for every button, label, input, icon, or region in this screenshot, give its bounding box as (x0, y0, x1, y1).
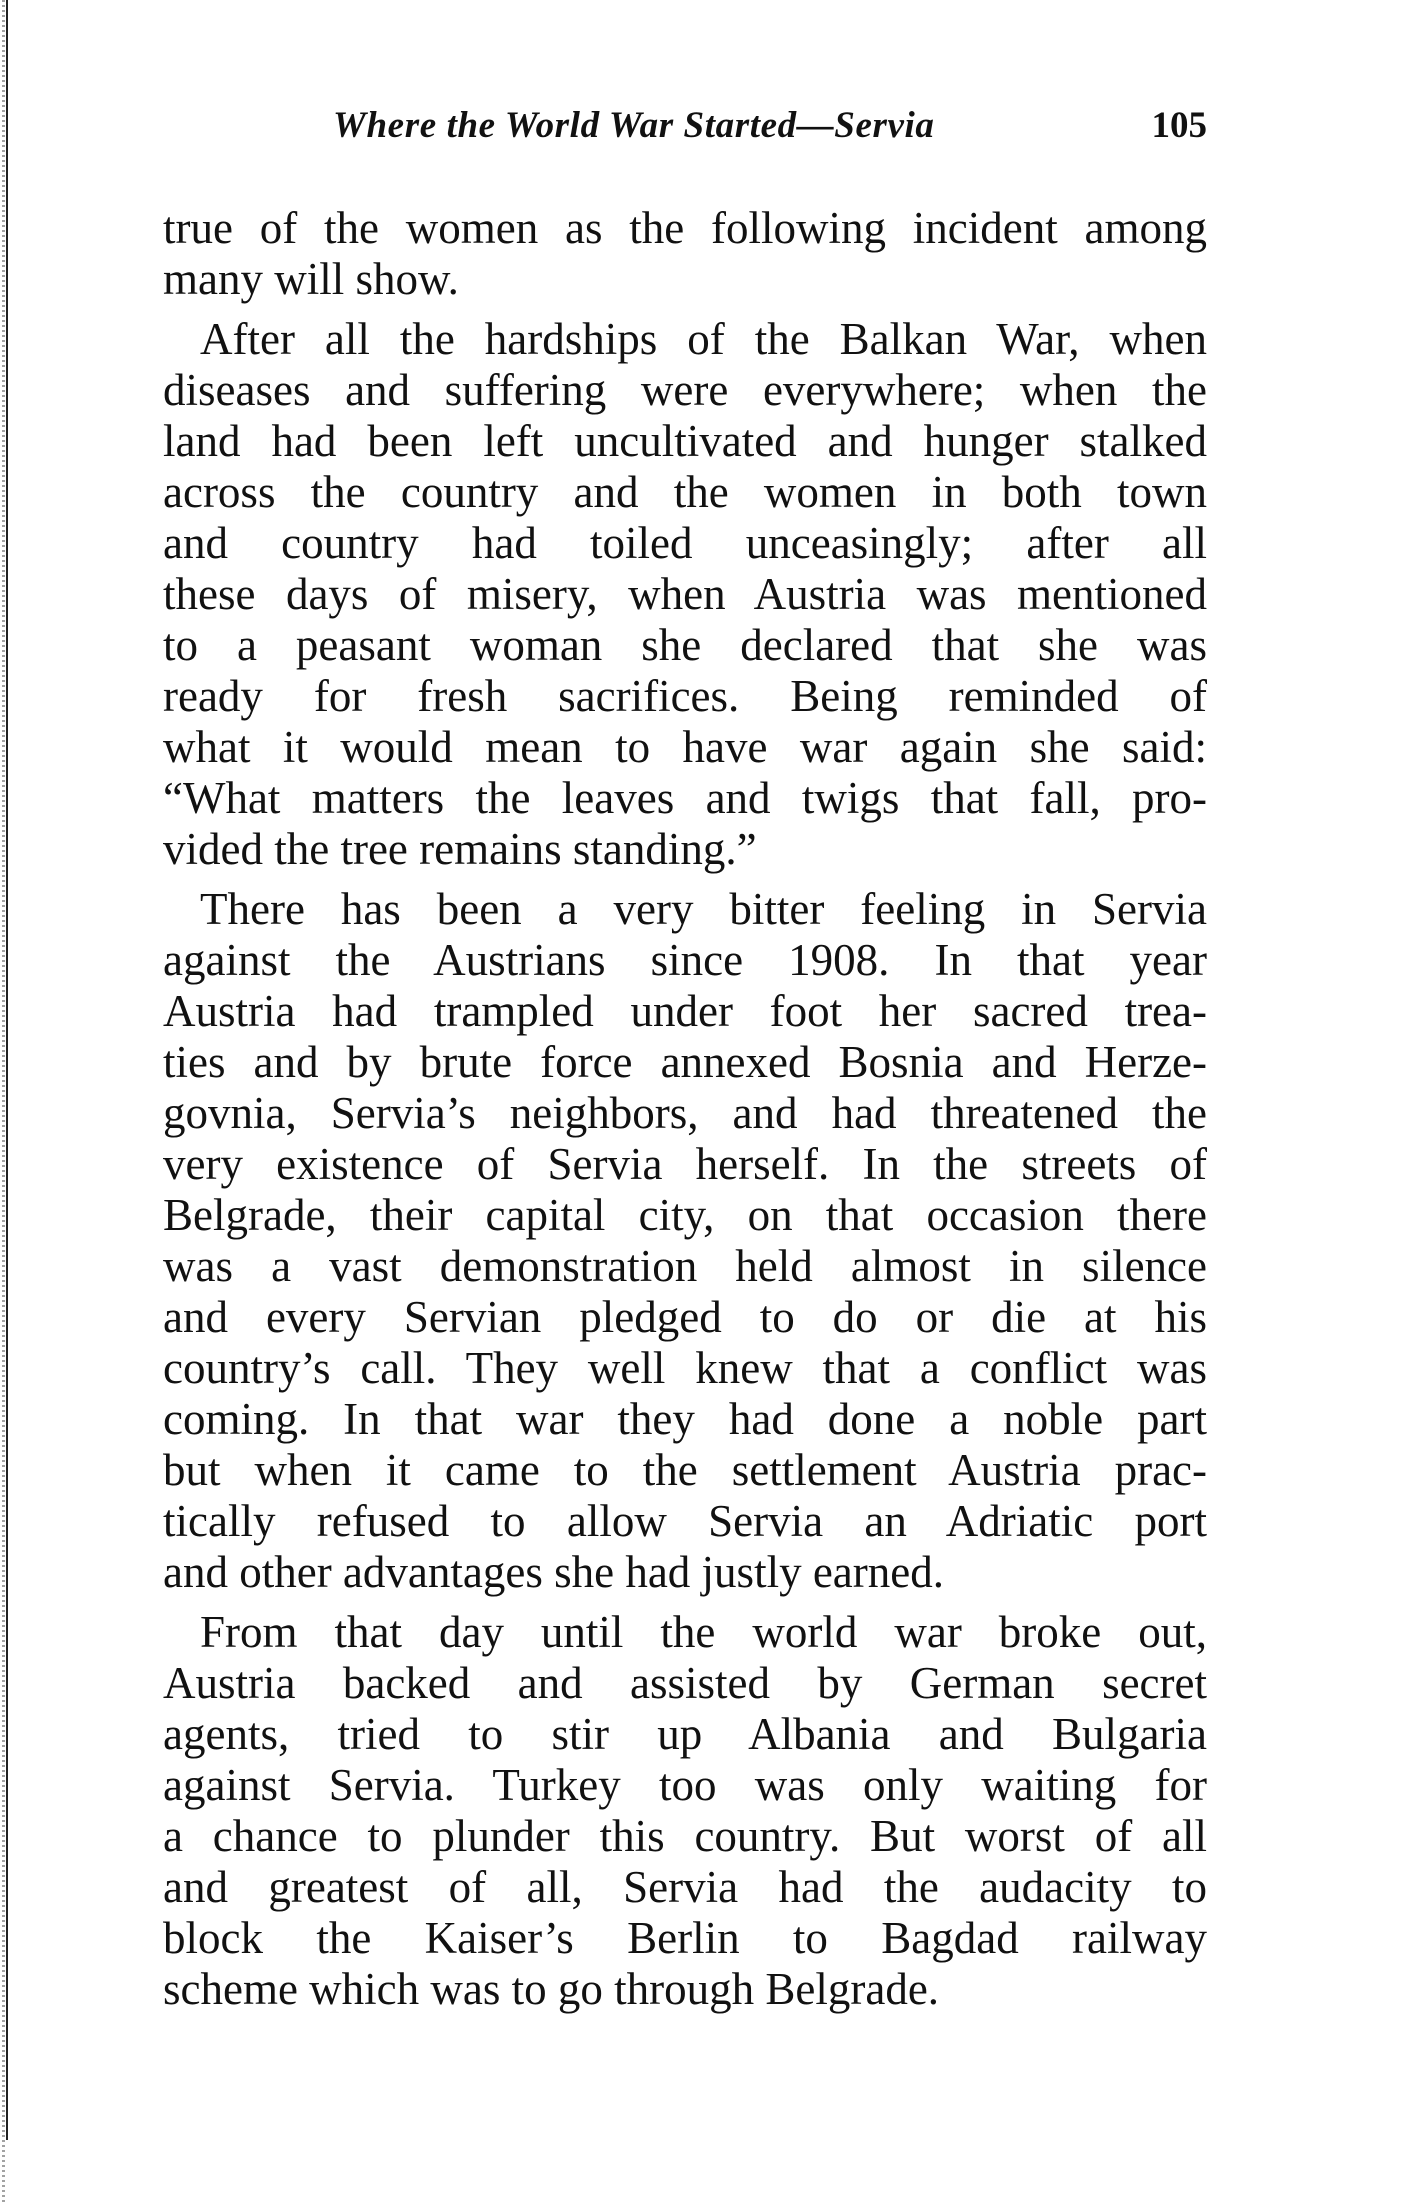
text-line: was a vast demonstration held almost in silence (163, 1241, 1207, 1291)
text-line: After all the hardships of the Balkan War, when (200, 314, 1207, 364)
text-line: govnia, Servia’s neighbors, and had threatened the (163, 1088, 1207, 1138)
text-line: ready for fresh sacrifices. Being reminded of (163, 671, 1207, 721)
text-line: across the country and the women in both town (163, 467, 1207, 517)
paragraph (163, 314, 1207, 875)
text-line: block the Kaiser’s Berlin to Bagdad railway (163, 1913, 1207, 1963)
text-line: these days of misery, when Austria was mentioned (163, 569, 1207, 619)
text-line: From that day until the world war broke out, (200, 1607, 1207, 1657)
page-number: 105 (1151, 105, 1207, 146)
text-line: against Servia. Turkey too was only waiting for (163, 1760, 1207, 1810)
paragraph (163, 203, 1207, 305)
body-text (163, 203, 1207, 2024)
text-line: ties and by brute force annexed Bosnia and Herze- (163, 1037, 1207, 1087)
text-line: to a peasant woman she declared that she was (163, 620, 1207, 670)
text-line: country’s call. They well knew that a conflict was (163, 1343, 1207, 1393)
text-line: land had been left uncultivated and hunger stalked (163, 416, 1207, 466)
text-line: against the Austrians since 1908. In that year (163, 935, 1207, 985)
text-line: diseases and suffering were everywhere; when the (163, 365, 1207, 415)
paragraph (163, 884, 1207, 1598)
text-line: Belgrade, their capital city, on that occasion there (163, 1190, 1207, 1240)
text-line: Austria had trampled under foot her sacred trea- (163, 986, 1207, 1036)
text-line: and country had toiled unceasingly; after all (163, 518, 1207, 568)
page-header (163, 104, 1207, 154)
text-line: and greatest of all, Servia had the audacity to (163, 1862, 1207, 1912)
text-line: Austria backed and assisted by German secret (163, 1658, 1207, 1708)
text-line: true of the women as the following incident among (163, 203, 1207, 253)
running-title: Where the World War Started—Servia (333, 105, 935, 146)
text-line: coming. In that war they had done a noble part (163, 1394, 1207, 1444)
text-line: very existence of Servia herself. In the streets of (163, 1139, 1207, 1189)
text-line: “What matters the leaves and twigs that fall, pro- (163, 773, 1207, 823)
text-line: but when it came to the settlement Austria prac- (163, 1445, 1207, 1495)
scan-edge-line (6, 0, 8, 2140)
text-line: vided the tree remains standing.” (163, 824, 757, 874)
scan-edge-noise (2, 0, 5, 2205)
text-line: a chance to plunder this country. But worst of all (163, 1811, 1207, 1861)
text-line: There has been a very bitter feeling in Servia (200, 884, 1207, 934)
text-line: and other advantages she had justly earned. (163, 1547, 944, 1597)
paragraph (163, 1607, 1207, 2015)
text-line: many will show. (163, 254, 459, 304)
text-line: and every Servian pledged to do or die at his (163, 1292, 1207, 1342)
text-line: scheme which was to go through Belgrade. (163, 1964, 940, 2014)
text-line: agents, tried to stir up Albania and Bulgaria (163, 1709, 1207, 1759)
text-line: what it would mean to have war again she said: (163, 722, 1207, 772)
text-line: tically refused to allow Servia an Adriatic port (163, 1496, 1207, 1546)
